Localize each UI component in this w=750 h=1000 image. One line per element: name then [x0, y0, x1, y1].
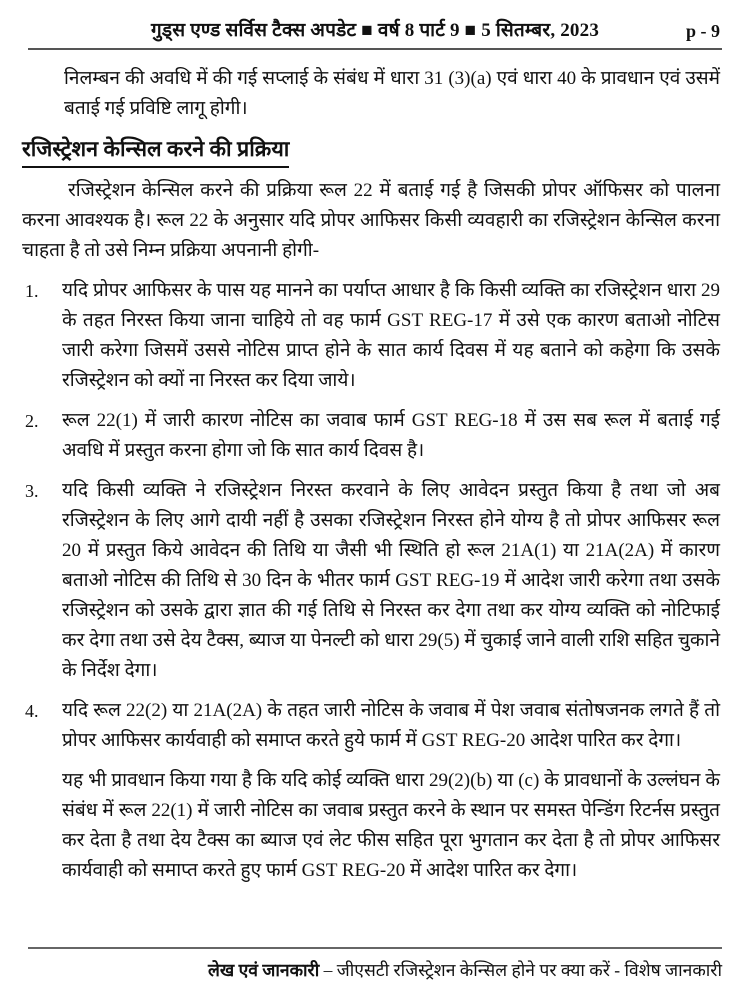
footer-article-title: – जीएसटी रजिस्ट्रेशन केन्सिल होने पर क्या करें - विशेष जानकारी: [319, 960, 722, 980]
page-content: [0, 64, 750, 886]
page-header: [28, 0, 722, 50]
list-item: [22, 476, 720, 686]
list-item-proviso-text: यह भी प्रावधान किया गया है कि यदि कोई व्यक्ति धारा 29(2)(b) या (c) के प्रावधानों के उल्लंघन के संबंध में रूल 22(1) में जारी नोटिस का जवाब प्रस्तुत करने के स्थान पर समस्त पेन्डिंग रिटर्नस प्रस्तुत कर देता है तथा देय टैक्स का ब्याज एवं लेट फीस सहित पूरा भुगतान कर देता है तो प्रोपर आफिसर कार्यवाही को समाप्त करते हुए फार्म GST REG-20 में आदेश पारित कर देगा।: [62, 770, 720, 881]
intro-paragraph: रजिस्ट्रेशन केन्सिल करने की प्रक्रिया रूल 22 में बताई गई है जिसकी प्रोपर ऑफिसर को पालना करना आवश्यक है। रूल 22 के अनुसार यदि प्रोपर आफिसर किसी व्यवहारी का रजिस्ट्रेशन केन्सिल करना चाहता है तो उसे निम्न प्रक्रिया अपनानी होगी-: [22, 180, 720, 261]
procedure-list: [22, 276, 720, 886]
section-heading-text: रजिस्ट्रेशन केन्सिल करने की प्रक्रिया: [22, 134, 289, 168]
list-item: [22, 276, 720, 396]
list-item-number: 4.: [25, 701, 39, 721]
list-item-text: रूल 22(1) में जारी कारण नोटिस का जवाब फार्म GST REG-18 में उस सब रूल में बताई गई अवधि में प्रस्तुत करना होगा जो कि सात कार्य दिवस है।: [62, 410, 720, 461]
list-item-number: 2.: [25, 411, 39, 431]
list-item-number: 3.: [25, 481, 39, 501]
section-heading: [22, 134, 720, 168]
list-item-text: यदि प्रोपर आफिसर के पास यह मानने का पर्याप्त आधार है कि किसी व्यक्ति का रजिस्ट्रेशन धारा 29 के तहत निरस्त किया जाना चाहिये तो वह फार्म GST REG-17 में उसे एक कारण बताओ नोटिस जारी करेगा जिसमें उससे नोटिस प्राप्त होने के सात कार्य दिवस में यह बताने को कहेगा कि उसके रजिस्ट्रेशन को क्यों ना निरस्त कर दिया जाये।: [62, 280, 720, 391]
footer-category-label: लेख एवं जानकारी: [208, 960, 320, 980]
page-footer: [28, 947, 722, 982]
journal-masthead-title: गुड्स एण्ड सर्विस टैक्स अपडेट ■ वर्ष 8 पार्ट 9 ■ 5 सितम्बर, 2023: [150, 20, 600, 41]
list-item: [22, 406, 720, 466]
lead-paragraph: निलम्बन की अवधि में की गई सप्लाई के संबंध में धारा 31 (3)(a) एवं धारा 40 के प्रावधान एवं उसमें बताई गई प्रविष्टि लागू होगी।: [64, 68, 720, 119]
list-item-text: यदि रूल 22(2) या 21A(2A) के तहत जारी नोटिस के जवाब में पेश जवाब संतोषजनक लगते हैं तो प्रोपर आफिसर कार्यवाही को समाप्त करते हुये फार्म में GST REG-20 आदेश पारित कर देगा।: [62, 700, 720, 751]
list-item-number: 1.: [25, 281, 39, 301]
page-number: p - 9: [685, 21, 720, 41]
list-item-text: यदि किसी व्यक्ति ने रजिस्ट्रेशन निरस्त करवाने के लिए आवेदन प्रस्तुत किया है तथा जो अब रजिस्ट्रेशन के लिए आगे दायी नहीं है उसका रजिस्ट्रेशन निरस्त होने योग्य है तो प्रोपर आफिसर रूल 20 में प्रस्तुत किये आवेदन की तिथि या जैसी भी स्थिति हो रूल 21A(1) या 21A(2A) में कारण बताओ नोटिस की तिथि से 30 दिन के भीतर फार्म GST REG-19 में आदेश जारी करेगा तथा उसके रजिस्ट्रेशन को उसके द्वारा ज्ञात की गई तिथि से निरस्त कर देगा तथा कर योग्य व्यक्ति को नोटिफाई कर देगा तथा उसे देय टैक्स, ब्याज या पेनल्टी को धारा 29(5) में चुकाई जाने वाली राशि सहित चुकाने के निर्देश देगा।: [62, 480, 720, 681]
list-item: [22, 696, 720, 886]
